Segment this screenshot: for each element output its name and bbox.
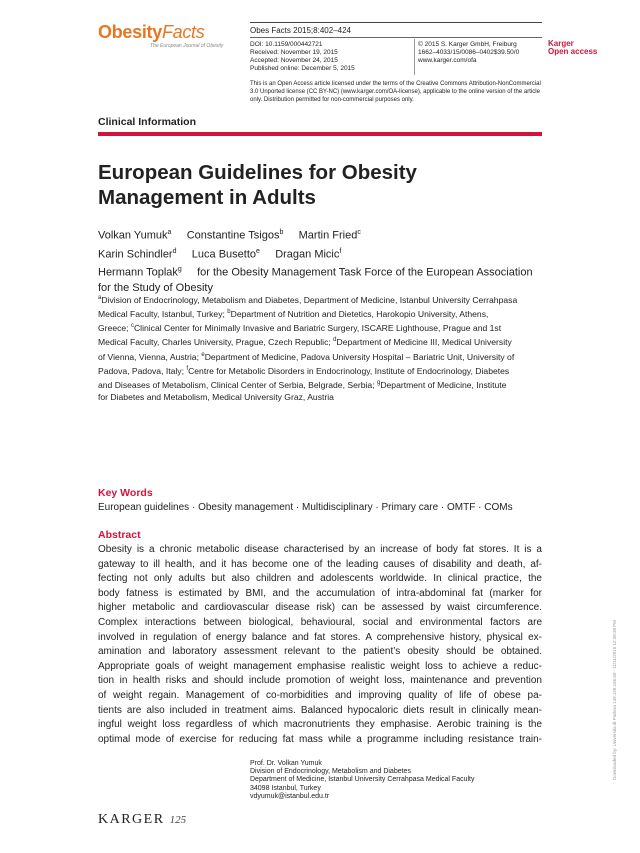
author: Volkan Yumuk	[98, 229, 168, 242]
abstract-line: optimal mode of exercise for reducing fat mass while a programme including resistance train-	[98, 733, 542, 745]
accepted-date: Accepted: November 24, 2015	[250, 57, 338, 64]
abstract-line: Complex interactions between biological, behavioural, social and environmental factors are	[98, 616, 542, 628]
journal-tagline: The European Journal of Obesity	[150, 43, 224, 49]
copyright: © 2015 S. Karger GmbH, Freiburg	[418, 41, 517, 48]
abstract-line: involved in regulation of energy balance and fat stores. A comprehensive history, physical ex-	[98, 631, 542, 643]
karger-open-access-logo: Karger Open access	[548, 39, 598, 56]
abstract-line: fecting not only adults but also children and adolescents worldwide. In clinical practice, the	[98, 573, 542, 585]
download-watermark: Downloaded by: Universita di Padova 149.126.166.60 - 11/11/2015 12:38:38 PM	[612, 620, 617, 780]
abstract-line: of weight regain. Management of co-morbidities and improving quality of life of obese pa-	[98, 689, 542, 701]
keywords: European guidelines · Obesity management · Multidisciplinary · Primary care · OMTF · COMs	[98, 502, 513, 513]
abstract-line: amination and laboratory assessment relevant to the patient’s obesity should be obtained.	[98, 646, 542, 658]
abstract-line: tients are also included in treatment aims. Balanced hypocaloric diets result in clinically mean-	[98, 704, 542, 716]
header-rule	[250, 22, 542, 23]
header-divider	[414, 39, 415, 75]
journal-reference: Obes Facts 2015;8:402–424	[250, 26, 351, 35]
abstract-line: Appropriate goals of weight management emphasise realistic weight loss to achieve a reduc-	[98, 660, 542, 672]
article-title: European Guidelines for Obesity Management in Adults	[98, 161, 417, 209]
publisher-logo: KARGER 125	[98, 812, 187, 827]
keywords-heading: Key Words	[98, 487, 153, 499]
copyright-block	[418, 41, 519, 65]
author: Dragan Micic	[275, 248, 340, 261]
author: Hermann Toplak	[98, 266, 178, 279]
header-rule-2	[250, 37, 542, 38]
affiliations: $^a$Division of Endocrinology, Metabolism and Diabetes, Department of Medicine, Istanbul University Cerrahpasa Medical Faculty, Istanbul, Turkey; $^b$Department of Nutrition and Dietetics, Harokopio University, Athens, Greece; $^c$Clinical Center for Minimally Invasive and Bariatric Surgery, ISCARE Lighthouse, Prague and 1st Medical Faculty, Charles University, Prague, Czech Republic; $^d$Department of Medicine III, Medical University of Vienna, Vienna, Austria; $^e$Department of Medicine, Padova University Hospital – Bariatric Unit, University of Padova, Padova, Italy; $^f$Centre for Metabolic Disorders in Endocrinology, Institute of Endocrinology, Diabetes and Diseases of Metabolism, Clinical Center of Serbia, Belgrade, Serbia; $^g$Department of Medicine, Institute for Diabetes and Metabolism, Medical University Graz, Austria	[98, 294, 518, 403]
correspondence-address: Prof. Dr. Volkan Yumuk Division of Endocrinology, Metabolism and Diabetes Department of Medicine, Istanbul University Cerrahpasa Medical Faculty 34098 Istanbul, Turkey vdyumuk@istanbul.edu.tr	[250, 760, 475, 800]
author: Luca Busetto	[191, 248, 256, 261]
abstract-line: ingful weight loss regardless of which macronutrients they emphasise. Aerobic training is the	[98, 719, 542, 731]
license-notice: This is an Open Access article licensed under the terms of the Creative Commons Attribution-NonCommercial 3.0 Unported license (CC BY-NC) (www.karger.com/OA-license), applicable to the online version of the article only. Distribution permitted for non-commercial purposes only.	[250, 81, 541, 103]
abstract-body	[98, 543, 542, 747]
journal-logo: ObesityFacts	[98, 22, 205, 42]
author-list: Volkan Yumuk$^a$ Constantine Tsigos$^b$ Martin Fried$^c$ Karin Schindler$^d$ Luca Busetto$^e$ Dragan Micic$^f$ Hermann Toplak$^g$ for the Obesity Management Task Force of the European Association for the Study of Obesity	[98, 229, 533, 294]
journal-url[interactable]: www.karger.com/ofa	[418, 57, 477, 64]
issn: 1662–4033/15/0086–0402$39.50/0	[418, 49, 520, 56]
received-date: Received: November 19, 2015	[250, 49, 338, 56]
doi: DOI: 10.1159/000442721	[250, 41, 323, 48]
publication-dates	[250, 41, 355, 73]
abstract-line: gateway to ill health, and it has become one of the leading causes of disability and death, af-	[98, 558, 542, 570]
abstract-line: tion in health risks and should include promotion of weight loss, maintenance and prevention	[98, 675, 542, 687]
author: Martin Fried	[298, 229, 358, 242]
author: Constantine Tsigos	[186, 229, 280, 242]
author-group: for the Obesity Management Task Force of the European Association for the Study of Obesity	[98, 266, 533, 294]
section-divider	[98, 132, 542, 136]
abstract-line: body fatness is estimated by BMI, and the accumulation of intra-abdominal fat (marker for	[98, 587, 542, 599]
abstract-line: Obesity is a chronic metabolic disease characterised by an increase of body fat stores. It is a	[98, 544, 542, 555]
abstract-heading: Abstract	[98, 529, 141, 541]
author: Karin Schindler	[98, 248, 173, 261]
section-label: Clinical Information	[98, 116, 197, 128]
abstract-line: higher metabolic and cardiovascular disease risk) can be assessed by waist circumference.	[98, 602, 542, 614]
email-link[interactable]: vdyumuk@istanbul.edu.tr	[250, 792, 330, 800]
published-date: Published online: December 5, 2015	[250, 65, 355, 72]
